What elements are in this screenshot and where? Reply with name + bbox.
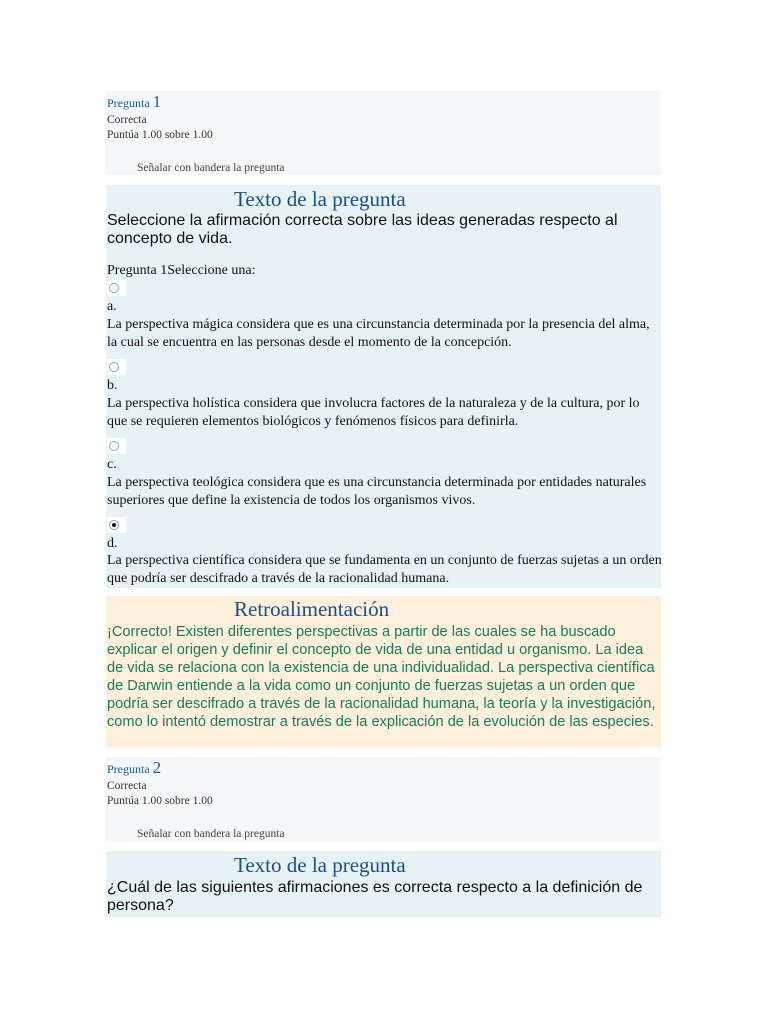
radio-unselected-icon [109,362,119,372]
question-prompt: ¿Cuál de las siguientes afirmaciones es correcta respecto a la definición de persona? [107,879,643,914]
question-1-label [107,92,162,111]
option-a-letter: a. [107,299,117,314]
question-prompt: Seleccione la afirmación correcta sobre las ideas generadas respecto al concepto de vida. [107,212,618,247]
feedback-text: ¡Correcto! Existen diferentes perspectivas a partir de las cuales se ha buscado explicar el origen y definir el concepto de vida de una entidad u organismo. La idea de vida se relaciona con la existencia de una individualidad. La perspectiva científica de Darwin entiende a la vida como un conjunto de fuerzas sujetas a un orden que podría ser descifrado a través de la racionalidad humana, la teoría y la investigación, como lo intentó demostrar a través de la explicación de la evolución de las especies. [107,624,656,730]
flag-question-link[interactable]: Señalar con bandera la pregunta [137,828,285,840]
question-number: 2 [152,758,162,777]
option-a-radio[interactable] [107,280,126,296]
option-b-text[interactable]: La perspectiva holística considera que involucra factores de la naturaleza y de la cultura, por lo que se requieren elementos biológicos y fenómenos físicos para definirla. [107,396,640,429]
option-d-letter: d. [107,536,118,551]
feedback-block [106,596,661,747]
question-number: 1 [152,92,162,111]
question-score: Puntúa 1.00 sobre 1.00 [107,795,213,807]
option-a-text[interactable]: La perspectiva mágica considera que es una circunstancia determinada por la presencia del alma, la cual se encuentra en las personas desde el momento de la concepción. [107,317,650,350]
question-status: Correcta [107,780,147,792]
option-c-radio[interactable] [107,438,126,454]
option-c-text[interactable]: La perspectiva teológica considera que es una circunstancia determinada por entidades naturales superiores que define la existencia de todos los organismos vivos. [107,475,647,508]
question-2-text-block [106,851,661,917]
flag-question-link[interactable]: Señalar con bandera la pregunta [137,162,285,174]
radio-selected-icon [109,520,119,530]
option-c-letter: c. [107,457,117,472]
question-2-info [106,757,661,841]
question-score: Puntúa 1.00 sobre 1.00 [107,129,213,141]
question-text-heading: Texto de la pregunta [234,853,406,877]
option-d-radio[interactable] [107,517,126,533]
question-text-heading: Texto de la pregunta [234,187,406,211]
question-2-label [107,758,162,777]
question-status: Correcta [107,114,147,126]
option-b-letter: b. [107,378,118,393]
radio-unselected-icon [109,441,119,451]
question-label-text: Pregunta [107,762,150,776]
option-d-text[interactable]: La perspectiva científica considera que se fundamenta en un conjunto de fuerzas sujetas a un orden que podría ser descifrado a través de la racionalidad humana. [107,553,662,586]
feedback-heading: Retroalimentación [234,597,390,621]
option-b-radio[interactable] [107,359,126,375]
question-1-text-block [106,185,661,588]
radio-unselected-icon [109,283,119,293]
question-1-info [106,91,661,175]
select-one-label: Pregunta 1Seleccione una: [107,263,256,278]
question-label-text: Pregunta [107,96,150,110]
